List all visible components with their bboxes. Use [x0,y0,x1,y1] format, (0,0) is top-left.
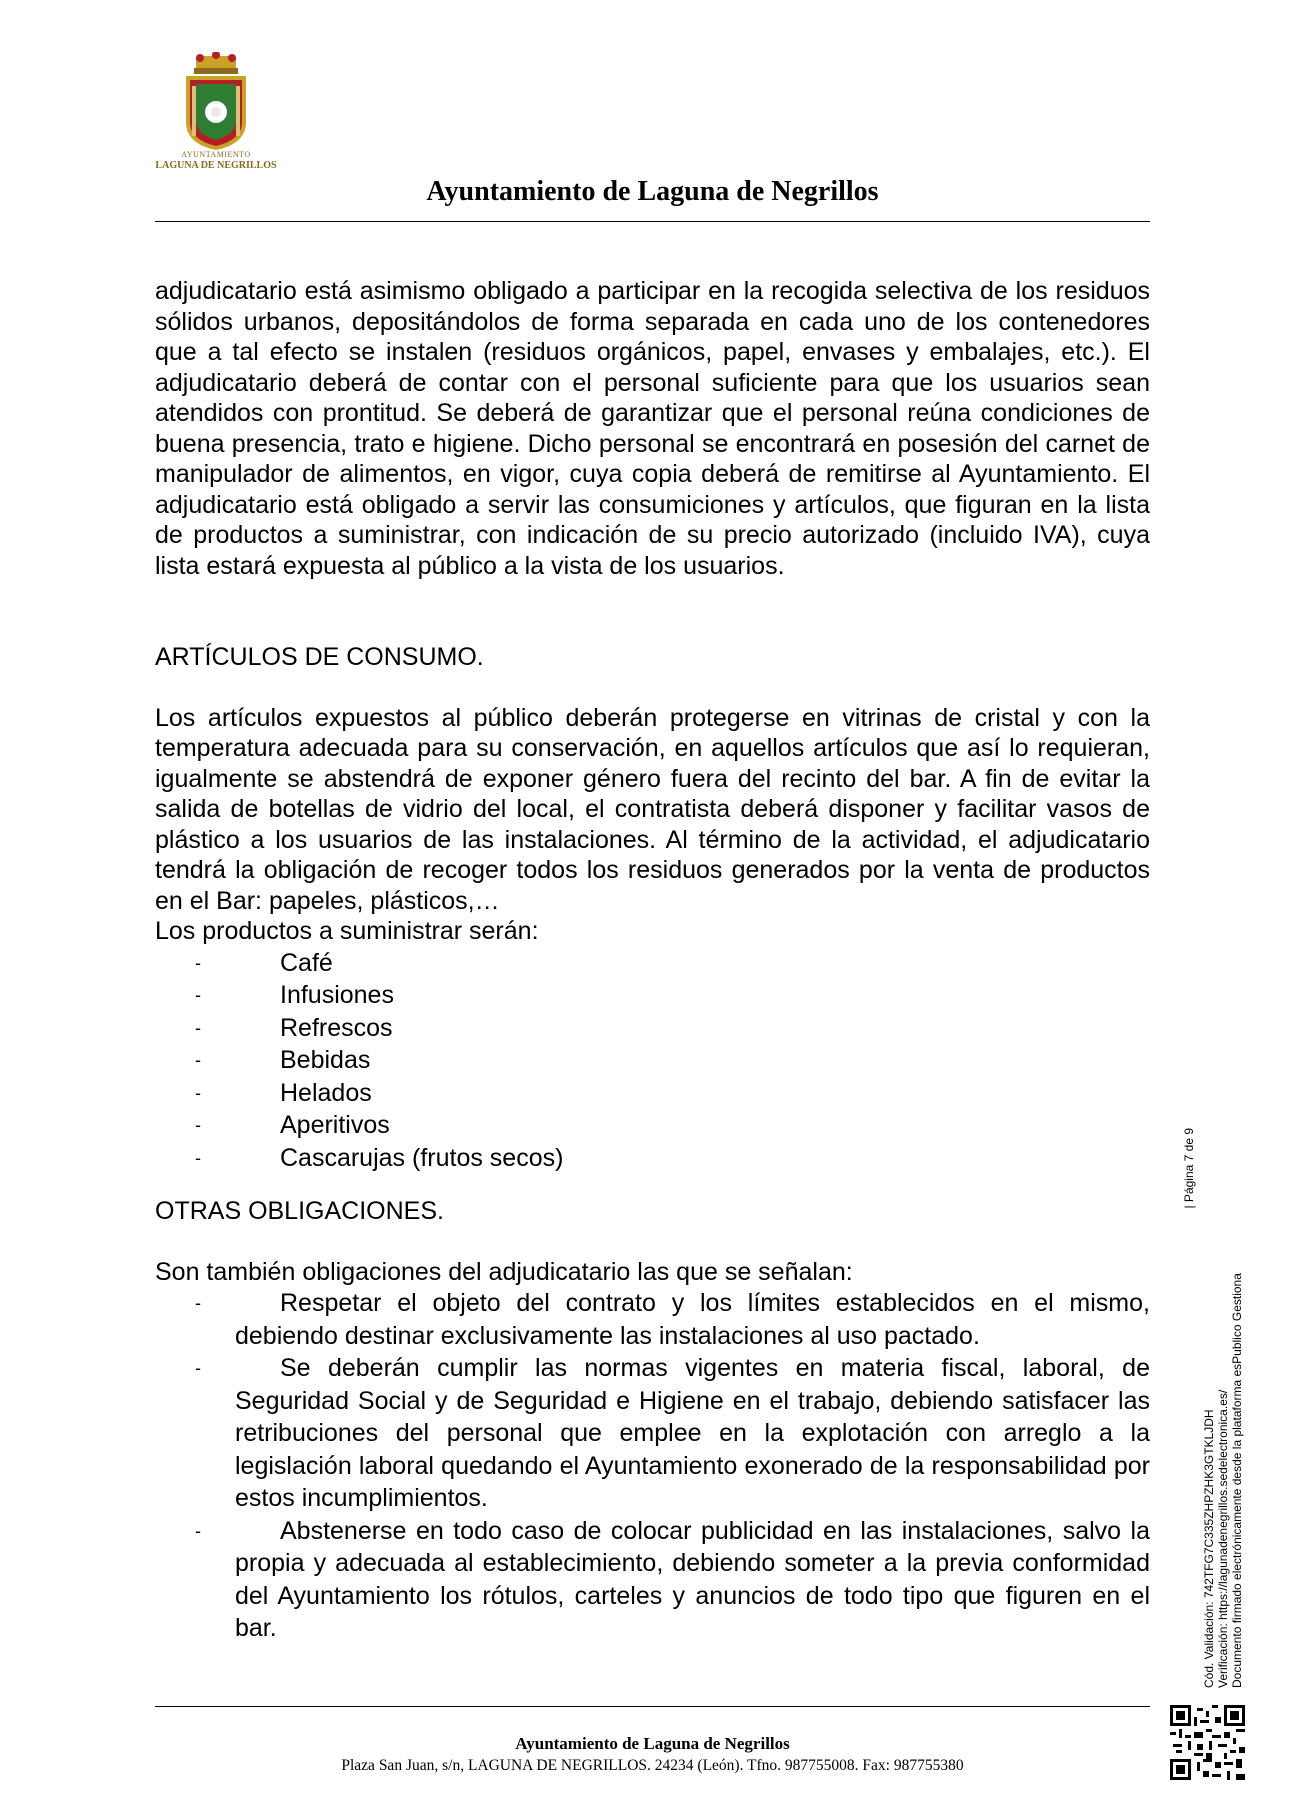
product-name: Refrescos [280,1013,393,1042]
list-item [155,1077,1150,1110]
list-item [155,1515,1150,1645]
list-item [155,1352,1150,1515]
validation-code: Cód. Validación: 742TFG7C335ZHPZHK3GTKLJDH [1202,1409,1216,1688]
product-name: Café [280,948,333,977]
footer-address: Plaza San Juan, s/n, LAGUNA DE NEGRILLOS. 24234 (León). Tfno. 987755008. Fax: 987755380 [341,1757,964,1774]
products-intro: Los productos a suministrar serán: [155,917,539,945]
page-number: | Página 7 de 9 [1182,1128,1196,1209]
product-name: Bebidas [280,1046,371,1074]
bullet-dash: - [195,1017,201,1038]
obligations-intro: Son también obligaciones del adjudicatario las que se señalan: [155,1257,853,1286]
footer-divider [155,1706,1150,1707]
obligations-list [155,1287,1150,1645]
logo-caption-line2: LAGUNA DE NEGRILLOS [155,160,277,171]
product-name: Aperitivos [280,1111,390,1139]
paragraph-articulos: Los artículos expuestos al público deberán protegerse en vitrinas de cristal y con la temperatura adecuada para su conservación, en aquellos artículos que así lo requieran, igualmente se abstendrá de exponer género fuera del recinto del bar. A fin de evitar la salida de botellas de vidrio del local, el contratista deberá disponer y facilitar vasos de plástico a los usuarios de las instalaciones. Al término de la actividad, el adjudicatario tendrá la obligación de recoger todos los residuos generados por la venta de productos en el Bar: papeles, plásticos,… [155,703,1150,915]
footer-title: Ayuntamiento de Laguna de Negrillos [515,1734,790,1753]
products-list [155,947,1150,1175]
bullet-dash: - [195,1520,201,1541]
document-body [155,276,1150,1645]
heading-otras-obligaciones: OTRAS OBLIGACIONES. [155,1197,444,1225]
logo-caption-line1: AYUNTAMIENTO [181,150,251,159]
product-name: Helados [280,1078,372,1107]
qr-code-icon [1170,1705,1245,1780]
header-divider [155,221,1150,222]
bullet-dash: - [195,985,201,1005]
list-item [155,1287,1150,1352]
bullet-dash: - [195,1293,201,1313]
product-name: Cascarujas (frutos secos) [280,1143,564,1172]
list-item [155,1044,1150,1077]
bullet-dash: - [195,1147,201,1168]
bullet-dash: - [195,1115,201,1135]
bullet-dash: - [195,1358,201,1378]
heading-articulos-consumo: ARTÍCULOS DE CONSUMO. [155,643,484,671]
obligation-text: Se deberán cumplir las normas vigentes en materia fiscal, laboral, de Seguridad Social y de Seguridad e Higiene en el trabajo, debiendo satisfacer las retribuciones del personal que emplee en la explotación con arreglo a la legislación laboral quedando el Ayuntamiento exonerado de la responsabilidad por estos incumplimientos. [235,1354,1150,1512]
obligation-text: Abstenerse en todo caso de colocar publicidad en las instalaciones, salvo la propia y adecuada al establecimiento, debiendo someter a la previa conformidad del Ayuntamiento los rótulos, carteles y anuncios de todo tipo que figuren en el bar. [235,1516,1150,1642]
verification-url[interactable]: Verificación: https://lagunadenegrillos.sedelectronica.es/ [1216,1389,1230,1688]
bullet-dash: - [195,1082,201,1103]
list-item [155,979,1150,1012]
list-item [155,1109,1150,1142]
list-item [155,1142,1150,1175]
signature-note: Documento firmado electrónicamente desde la plataforma esPublico Gestiona [1230,1273,1244,1688]
obligation-text: Respetar el objeto del contrato y los límites establecidos en el mismo, debiendo destinar exclusivamente las instalaciones al uso pactado. [235,1289,1150,1350]
list-item [155,1012,1150,1045]
header-title: Ayuntamiento de Laguna de Negrillos [426,176,879,207]
bullet-dash: - [195,952,201,973]
validation-stamp [1182,1128,1244,1688]
bullet-dash: - [195,1050,201,1070]
list-item [155,947,1150,980]
paragraph-residuos: adjudicatario está asimismo obligado a participar en la recogida selectiva de los residuos sólidos urbanos, depositándolos de forma separada en cada uno de los contenedores que a tal efecto se instalen (residuos orgánicos, papel, envases y embalajes, etc.). El adjudicatario deberá de contar con el personal suficiente para que los usuarios sean atendidos con prontitud. Se deberá de garantizar que el personal reúna condiciones de buena presencia, trato e higiene. Dicho personal se encontrará en posesión del carnet de manipulador de alimentos, en vigor, cuya copia deberá de remitirse al Ayuntamiento. El adjudicatario está obligado a servir las consumiciones y artículos, que figuran en la lista de productos a suministrar, con indicación de su precio autorizado (incluido IVA), cuya lista estará expuesta al público a la vista de los usuarios. [155,277,1150,580]
product-name: Infusiones [280,981,394,1009]
